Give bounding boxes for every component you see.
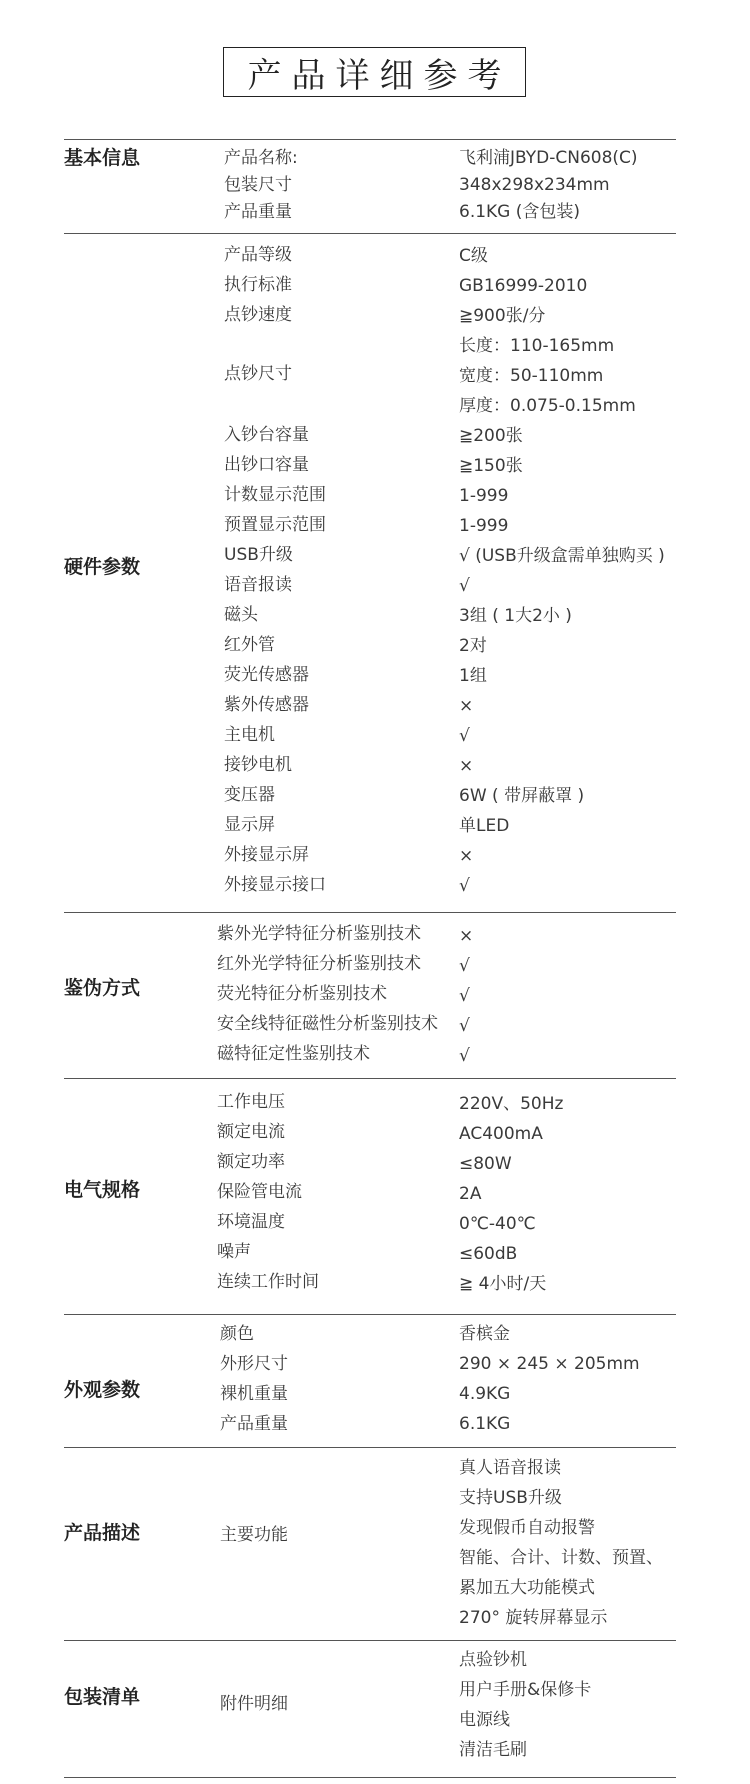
row-label: 包装尺寸 <box>224 175 292 195</box>
row-value: × <box>459 696 474 716</box>
row-label: 变压器 <box>224 785 275 805</box>
row-label: 环境温度 <box>217 1212 285 1232</box>
row-value: 6.1KG <box>459 1414 511 1434</box>
row-value: × <box>459 846 474 866</box>
row-label: 颜色 <box>220 1324 254 1344</box>
row-value: √ <box>459 1016 470 1036</box>
divider <box>64 1447 676 1448</box>
row-label: 紫外光学特征分析鉴别技术 <box>217 924 421 944</box>
row-label: 荧光特征分析鉴别技术 <box>217 984 387 1004</box>
row-label: 外接显示接口 <box>224 875 326 895</box>
divider <box>64 1640 676 1641</box>
row-value: 2A <box>459 1184 482 1204</box>
row-label: 外接显示屏 <box>224 845 309 865</box>
row-label: 产品名称: <box>224 148 298 168</box>
row-value: ≧900张/分 <box>459 306 546 326</box>
row-value: 宽度：50-110mm <box>459 366 604 386</box>
row-label: 入钞台容量 <box>224 425 309 445</box>
row-label: 计数显示范围 <box>224 485 326 505</box>
row-value: 点验钞机 <box>459 1650 527 1670</box>
row-value: ≧ 4小时/天 <box>459 1274 547 1294</box>
row-value: 发现假币自动报警 <box>459 1518 595 1538</box>
row-value: 支持USB升级 <box>459 1488 562 1508</box>
row-value: √ <box>459 576 470 596</box>
row-value: 1-999 <box>459 516 509 536</box>
row-value: × <box>459 756 474 776</box>
row-value: 270° 旋转屏幕显示 <box>459 1608 608 1628</box>
row-label: 红外管 <box>224 635 275 655</box>
section-title-appearance: 外观参数 <box>64 1379 141 1401</box>
row-value: 2对 <box>459 636 487 656</box>
row-label: 工作电压 <box>217 1092 285 1112</box>
row-label: 出钞口容量 <box>224 455 309 475</box>
row-value: 长度：110-165mm <box>459 336 615 356</box>
row-value: C级 <box>459 246 488 266</box>
row-label: 点钞速度 <box>224 305 292 325</box>
divider <box>64 233 676 234</box>
row-value: √ <box>459 1046 470 1066</box>
page-title: 产品详细参考 <box>223 47 526 97</box>
row-value: √ <box>459 956 470 976</box>
row-value: GB16999-2010 <box>459 276 588 296</box>
row-value: ≤60dB <box>459 1244 518 1264</box>
row-value: √ <box>459 726 470 746</box>
row-label: 产品重量 <box>220 1414 288 1434</box>
row-value: 清洁毛刷 <box>459 1740 527 1760</box>
row-label: 点钞尺寸 <box>224 364 292 384</box>
row-value: AC400mA <box>459 1124 543 1144</box>
row-label: 语音报读 <box>224 575 292 595</box>
row-label: 荧光传感器 <box>224 665 309 685</box>
row-label: USB升级 <box>224 545 293 565</box>
row-label: 噪声 <box>217 1242 251 1262</box>
row-value: 真人语音报读 <box>459 1458 561 1478</box>
row-value: 用户手册&保修卡 <box>459 1680 592 1700</box>
row-label: 产品等级 <box>224 245 292 265</box>
row-label: 保险管电流 <box>217 1182 302 1202</box>
row-label: 附件明细 <box>220 1694 288 1714</box>
row-value: ≤80W <box>459 1154 512 1174</box>
row-label: 显示屏 <box>224 815 275 835</box>
row-value: 智能、合计、计数、预置、 <box>459 1548 663 1568</box>
row-label: 接钞电机 <box>224 755 292 775</box>
row-value: ≧150张 <box>459 456 523 476</box>
section-title-anti-counterfeit: 鉴伪方式 <box>64 977 141 999</box>
divider <box>64 1078 676 1079</box>
divider <box>64 139 676 140</box>
row-label: 外形尺寸 <box>220 1354 288 1374</box>
row-value: 厚度：0.075-0.15mm <box>459 396 636 416</box>
section-title-hardware: 硬件参数 <box>64 556 141 578</box>
divider <box>64 1314 676 1315</box>
row-value: × <box>459 926 474 946</box>
row-value: 220V、50Hz <box>459 1094 564 1114</box>
row-value: 单LED <box>459 816 510 836</box>
row-label: 紫外传感器 <box>224 695 309 715</box>
row-value: 1-999 <box>459 486 509 506</box>
row-label: 红外光学特征分析鉴别技术 <box>217 954 421 974</box>
section-title-basic-info: 基本信息 <box>64 147 141 169</box>
row-value: 香槟金 <box>459 1324 510 1344</box>
row-value: √ <box>459 986 470 1006</box>
row-value: 0℃-40℃ <box>459 1214 536 1234</box>
row-label: 主电机 <box>224 725 275 745</box>
row-value: 290 × 245 × 205mm <box>459 1354 640 1374</box>
row-label: 主要功能 <box>220 1525 288 1545</box>
row-value: 飞利浦JBYD-CN608(C) <box>459 148 638 168</box>
row-label: 额定功率 <box>217 1152 285 1172</box>
row-label: 连续工作时间 <box>217 1272 319 1292</box>
row-label: 磁头 <box>224 605 258 625</box>
row-value: 3组 ( 1大2小 ) <box>459 606 572 626</box>
divider <box>64 1777 676 1778</box>
row-value: ≧200张 <box>459 426 523 446</box>
section-title-description: 产品描述 <box>64 1522 141 1544</box>
row-value: 6W ( 带屏蔽罩 ) <box>459 786 585 806</box>
divider <box>64 912 676 913</box>
section-title-electrical: 电气规格 <box>64 1179 141 1201</box>
row-value: 4.9KG <box>459 1384 511 1404</box>
row-value: √ <box>459 876 470 896</box>
row-value: 累加五大功能模式 <box>459 1578 595 1598</box>
row-label: 产品重量 <box>224 202 292 222</box>
row-value: 348x298x234mm <box>459 175 610 195</box>
row-label: 安全线特征磁性分析鉴别技术 <box>217 1014 438 1034</box>
row-label: 磁特征定性鉴别技术 <box>217 1044 370 1064</box>
section-title-package: 包装清单 <box>64 1686 141 1708</box>
row-value: 电源线 <box>459 1710 510 1730</box>
row-value: √ (USB升级盒需单独购买 ) <box>459 546 665 566</box>
row-label: 额定电流 <box>217 1122 285 1142</box>
row-label: 执行标准 <box>224 275 292 295</box>
row-value: 1组 <box>459 666 487 686</box>
row-label: 预置显示范围 <box>224 515 326 535</box>
row-value: 6.1KG (含包装) <box>459 202 581 222</box>
row-label: 裸机重量 <box>220 1384 288 1404</box>
